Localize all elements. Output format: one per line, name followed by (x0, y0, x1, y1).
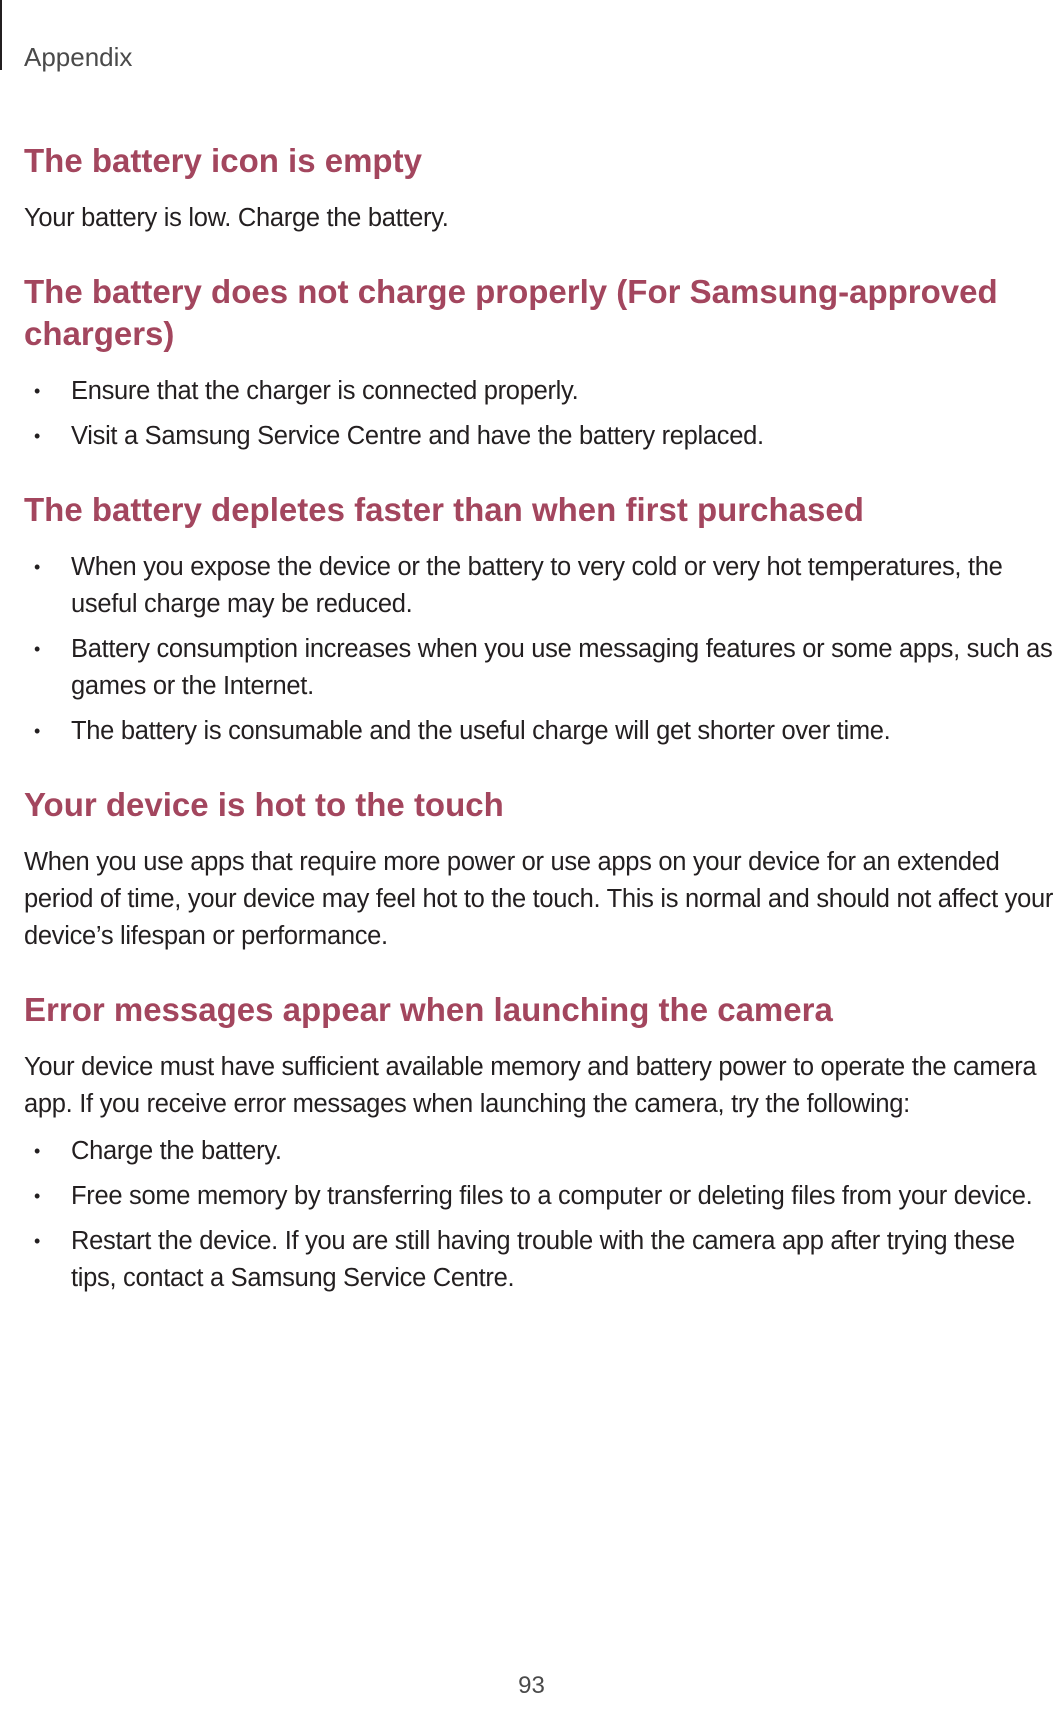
list-item-text: Restart the device. If you are still having trouble with the camera app after trying these tips, contact a Samsung Service Centre. (71, 1227, 1015, 1292)
list-item-text: Free some memory by transferring files to a computer or deleting files from your device. (71, 1182, 1033, 1210)
list-item-text: Visit a Samsung Service Centre and have the battery replaced. (71, 422, 764, 450)
section-heading: The battery depletes faster than when first purchased (24, 491, 864, 528)
list-item-text: When you expose the device or the battery to very cold or very hot temperatures, the useful charge may be reduced. (71, 553, 1003, 618)
section-battery-depletes-faster (24, 489, 1059, 750)
list-item (24, 549, 1059, 623)
bullet-list (24, 1133, 1059, 1297)
list-item-text: Ensure that the charger is connected properly. (71, 377, 579, 405)
section-battery-icon-empty (24, 140, 1059, 237)
list-item-text: Charge the battery. (71, 1137, 282, 1165)
bullet-dot-icon: • (34, 1231, 41, 1251)
bullet-dot-icon: • (34, 639, 41, 659)
running-head: Appendix (24, 42, 133, 72)
list-item (24, 631, 1059, 705)
list-item-text: Battery consumption increases when you use messaging features or some apps, such as games or the Internet. (71, 635, 1053, 700)
section-paragraph: When you use apps that require more power or use apps on your device for an extended period of time, your device may feel hot to the touch. This is normal and should not affect your device’s lifespan or performance. (24, 848, 1054, 950)
section-heading: Error messages appear when launching the camera (24, 991, 833, 1028)
bullet-list (24, 373, 1059, 455)
bullet-dot-icon: • (34, 426, 41, 446)
section-battery-not-charging (24, 271, 1059, 455)
list-item-text: The battery is consumable and the useful charge will get shorter over time. (71, 717, 891, 745)
list-item (24, 1223, 1059, 1297)
list-item (24, 1133, 1059, 1170)
bullet-dot-icon: • (34, 721, 41, 741)
list-item (24, 1178, 1059, 1215)
bullet-dot-icon: • (34, 1141, 41, 1161)
section-device-hot (24, 784, 1059, 955)
bullet-dot-icon: • (34, 1186, 41, 1206)
bullet-dot-icon: • (34, 381, 41, 401)
section-paragraph: Your battery is low. Charge the battery. (24, 204, 449, 232)
bullet-list (24, 549, 1059, 750)
page-content (24, 140, 1059, 1331)
section-heading: Your device is hot to the touch (24, 786, 504, 823)
list-item (24, 713, 1059, 750)
page-number: 93 (518, 1672, 545, 1699)
section-heading: The battery does not charge properly (For Samsung-approved chargers) (24, 273, 998, 352)
list-item (24, 373, 1059, 410)
section-camera-errors (24, 989, 1059, 1297)
list-item (24, 418, 1059, 455)
section-heading: The battery icon is empty (24, 142, 422, 179)
section-paragraph: Your device must have sufficient available memory and battery power to operate the camera app. If you receive error messages when launching the camera, try the following: (24, 1053, 1037, 1118)
bullet-dot-icon: • (34, 557, 41, 577)
corner-crop-line (0, 0, 2, 70)
